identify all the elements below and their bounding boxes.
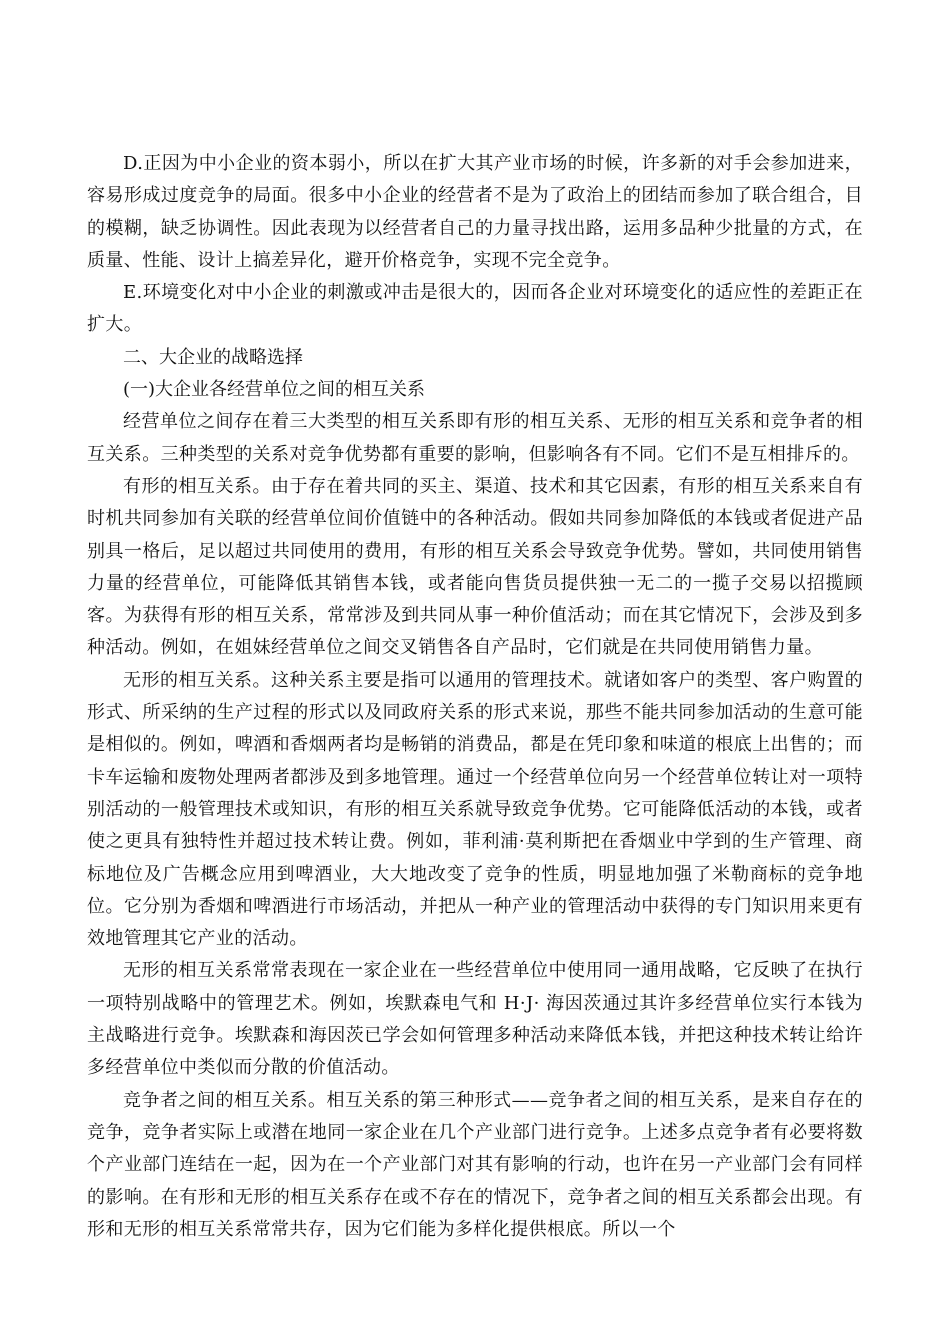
paragraph-three-types: 经营单位之间存在着三大类型的相互关系即有形的相互关系、无形的相互关系和竞争者的相互关系。三种类型的关系对竞争优势都有重要的影响，但影响各有不同。它们不是互相排斥的。 [87,411,863,465]
paragraph-competitor: 竞争者之间的相互关系。相互关系的第三种形式——竞争者之间的相互关系，是来自存在的竞争，竞争者实际上或潜在地同一家企业在几个产业部门进行竞争。上述多点竞争者有必要将数个产业部门连结在一起，因为在一个产业部门对其有影响的行动，也许在另一产业部门会有同样的影响。在有形和无形的相互关系存在或不存在的情况下，竞争者之间的相互关系都会出现。有形和无形的相互关系常常共存，因为它们能为多样化提供根底。所以一个 [87,1089,863,1240]
paragraph-intangible: 无形的相互关系。这种关系主要是指可以通用的管理技术。就诸如客户的类型、客户购置的形式、所采纳的生产过程的形式以及同政府关系的形式来说，那些不能共同参加活动的生意可能是相似的。例如，啤酒和香烟两者均是畅销的消费品，都是在凭印象和味道的根底上出售的；而卡车运输和废物处理两者都涉及到多地管理。通过一个经营单位向另一个经营单位转让对一项特别活动的一般管理技术或知识，有形的相互关系就导致竞争优势。它可能降低活动的本钱，或者使之更具有独特性并超过技术转让费。例如，菲利浦·莫利斯把在香烟业中学到的生产管理、商标地位及广告概念应用到啤酒业，大大地改变了竞争的性质，明显地加强了米勒商标的竞争地位。它分别为香烟和啤酒进行市场活动，并把从一种产业的管理活动中获得的专门知识用来更有效地管理其它产业的活动。 [87,669,863,950]
paragraph-intangible-strategy: 无形的相互关系常常表现在一家企业在一些经营单位中使用同一通用战略，它反映了在执行一项特别战略中的管理艺术。例如，埃默森电气和 H·J· 海因茨通过其许多经营单位实行本钱为主战略进行竞争。埃默森和海因茨已学会如何管理多种活动来降低本钱，并把这种技术转让给许多经营单位中类似而分散的价值活动。 [87,960,863,1079]
section-heading: 二、大企业的战略选择 [123,346,303,368]
paragraph-d: D.正因为中小企业的资本弱小，所以在扩大其产业市场的时候，许多新的对手会参加进来，容易形成过度竞争的局面。很多中小企业的经营者不是为了政治上的团结而参加了联合组合，目的模糊，缺乏协调性。因此表现为以经营者自己的力量寻找出路，运用多品种少批量的方式，在质量、性能、设计上搞差异化，避开价格竞争，实现不完全竞争。 [87,153,863,271]
paragraph-e: E.环境变化对中小企业的刺激或冲击是很大的，因而各企业对环境变化的适应性的差距正在扩大。 [87,282,863,336]
subsection-heading: (一)大企业各经营单位之间的相互关系 [123,379,426,401]
document-page [87,148,863,1246]
paragraph-tangible: 有形的相互关系。由于存在着共同的买主、渠道、技术和其它因素，有形的相互关系来自有时机共同参加有关联的经营单位间价值链中的各种活动。假如共同参加降低的本钱或者促进产品别具一格后，足以超过共同使用的费用，有形的相互关系会导致竞争优势。譬如，共同使用销售力量的经营单位，可能降低其销售本钱，或者能向售货员提供独一无二的一揽子交易以招揽顾客。为获得有形的相互关系，常常涉及到共同从事一种价值活动；而在其它情况下，会涉及到多种活动。例如，在姐妹经营单位之间交叉销售各自产品时，它们就是在共同使用销售力量。 [87,475,863,659]
